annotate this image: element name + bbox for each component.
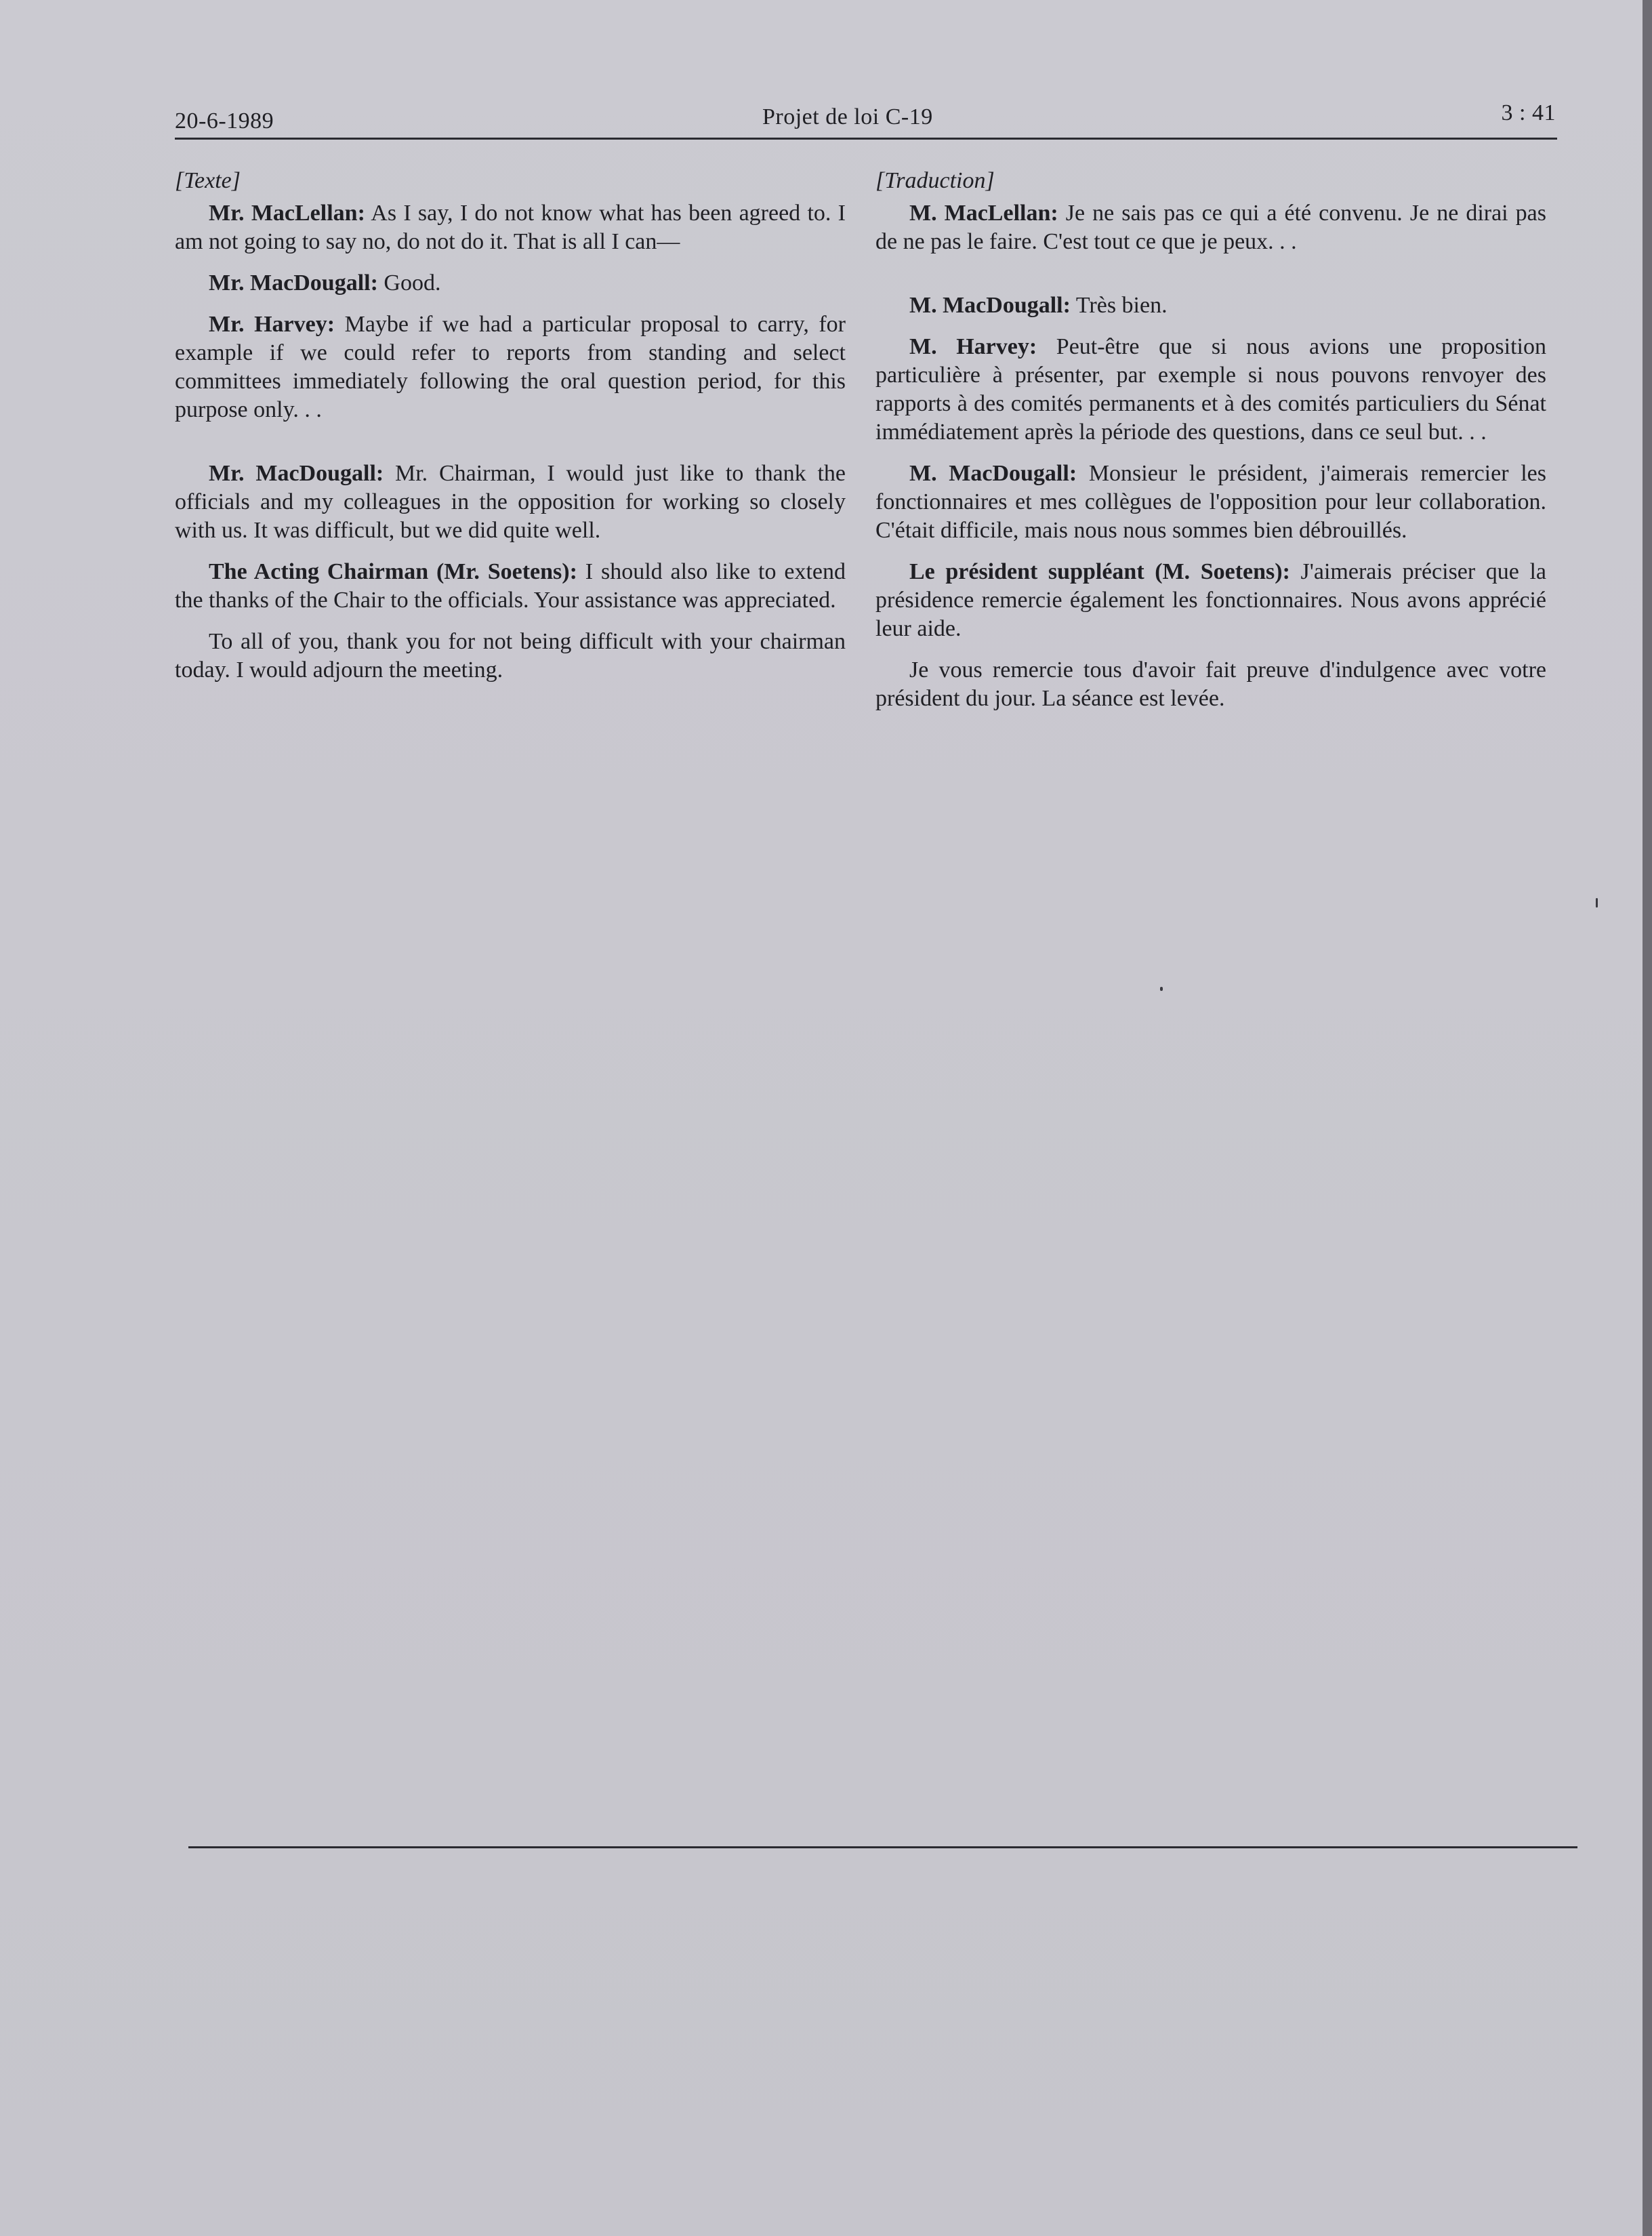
speaker-name: Mr. Harvey: [209,312,335,337]
speaker-name: M. MacDougall: [909,461,1077,486]
speech-text: Je ne sais pas ce qui a été convenu. Je ne dirai pas de ne pas le faire. C'est tout ce que je peux. . . [875,201,1546,254]
paragraph [175,269,846,298]
paragraph [875,333,1546,447]
paragraph [875,199,1546,256]
footer-rule [188,1846,1577,1848]
paragraph [175,628,846,685]
speech-text: To all of you, thank you for not being difficult with your chairman today. I would adjourn the meeting. [175,629,846,683]
speech-text: Monsieur le président, j'aimerais remercier les fonctionnaires et mes collègues de l'opposition pour leur collaboration. C'était difficile, mais nous nous sommes bien débrouillés. [875,461,1546,543]
speech-text: Mr. Chairman, I would just like to thank the officials and my colleagues in the opposition for working so closely with us. It was difficult, but we did quite well. [175,461,846,543]
paragraph [875,558,1546,643]
paragraph [175,199,846,256]
column-marker: [Texte] [175,168,241,193]
header-rule [175,138,1557,140]
header-title: Projet de loi C-19 [762,104,933,129]
paragraph [875,291,1546,320]
speech-text: Très bien. [1070,293,1168,318]
speaker-name: Mr. MacLellan: [209,201,365,226]
speaker-name: M. MacLellan: [909,201,1058,226]
speaker-name: Le président suppléant (M. Soetens): [909,559,1290,584]
column-marker: [Traduction] [875,168,995,193]
speaker-name: Mr. MacDougall: [209,461,384,486]
speech-text: I should also like to extend the thanks of the Chair to the officials. Your assistance was appreciated. [175,559,846,613]
speech-text: Maybe if we had a particular proposal to carry, for example if we could refer to reports from standing and select committees immediately following the oral question period, for this purpose only. . . [175,312,846,422]
page-edge [1643,0,1652,2236]
paragraph [175,310,846,424]
paper-speck [1596,898,1598,908]
paragraph [175,558,846,615]
speech-text: Good. [377,270,441,296]
speech-text: As I say, I do not know what has been agreed to. I am not going to say no, do not do it. That is all I can— [175,201,846,254]
english-column [175,167,846,697]
speaker-name: Mr. MacDougall: [209,270,378,296]
paragraph [875,460,1546,545]
french-column [875,167,1546,726]
header-page-number: 3 : 41 [1501,100,1556,125]
speech-text: Peut-être que si nous avions une proposition particulière à présenter, par exemple si nous pouvons renvoyer des rapports à des comités permanents et à des comités particuliers du Sénat immédiatement après la période des questions, dans ce seul but. . . [875,334,1546,445]
speaker-name: M. MacDougall: [909,293,1071,318]
speaker-name: M. Harvey: [909,334,1037,359]
header-date: 20-6-1989 [175,108,274,134]
speech-text: Je vous remercie tous d'avoir fait preuve d'indulgence avec votre président du jour. La séance est levée. [875,657,1546,711]
speaker-name: The Acting Chairman (Mr. Soetens): [209,559,577,584]
page-header [175,100,1556,141]
paragraph [875,656,1546,713]
paper-speck [1160,987,1163,991]
speech-text: J'aimerais préciser que la présidence remercie également les fonctionnaires. Nous avons apprécié leur aide. [875,559,1547,641]
paragraph [175,460,846,545]
